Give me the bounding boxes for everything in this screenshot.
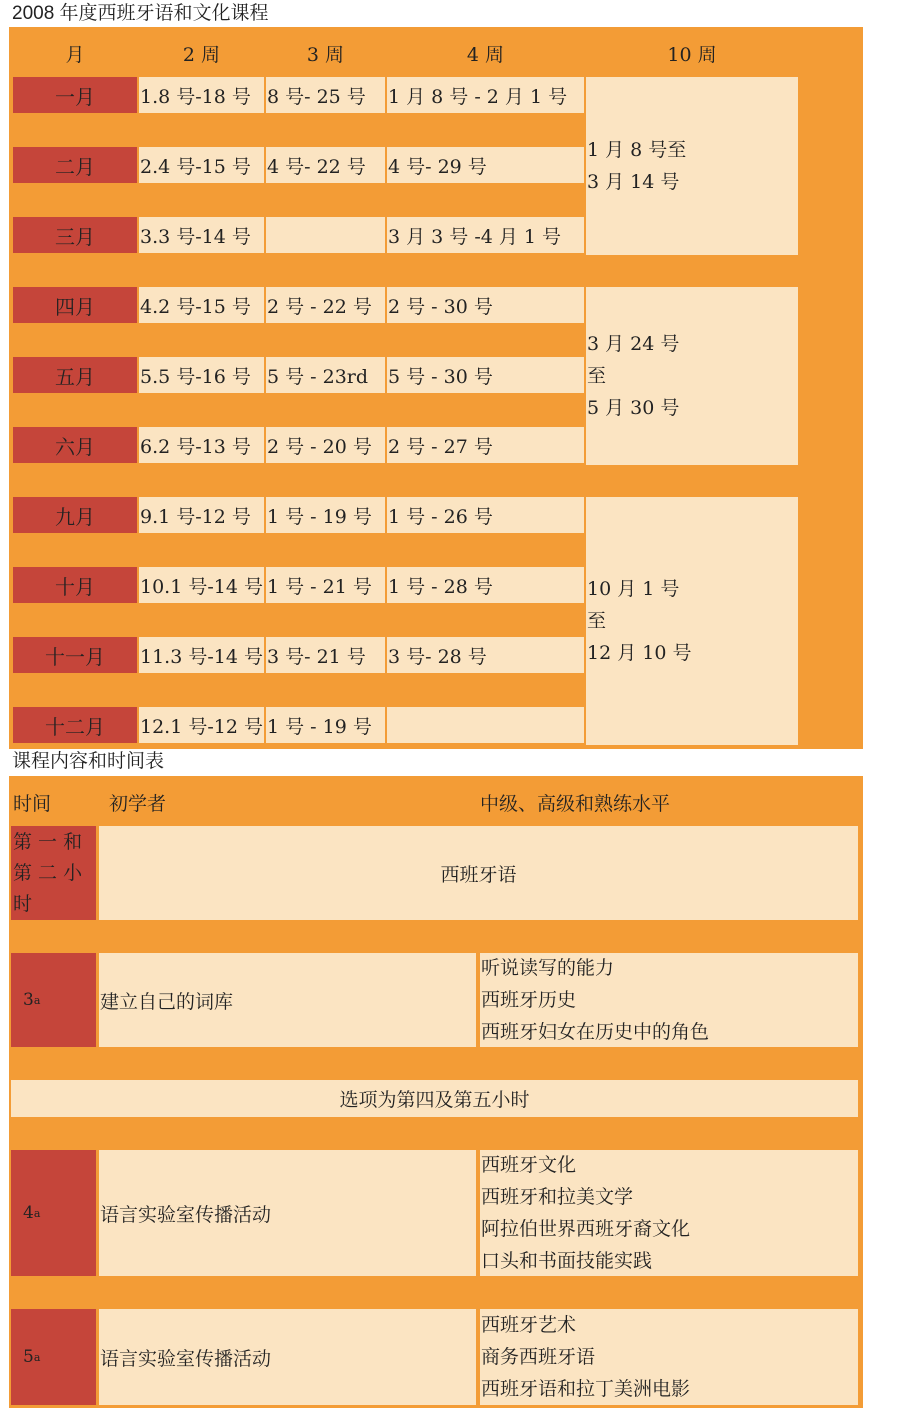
spacer [99, 922, 476, 951]
spacer [11, 1119, 96, 1148]
spacer [13, 115, 137, 145]
spacer [266, 185, 385, 215]
spacer [139, 465, 264, 495]
topic-item: 西班牙文化 [481, 1154, 577, 1176]
spacer [99, 1049, 476, 1078]
three-week-cell: 3 号- 21 号 [266, 637, 385, 673]
spacer [387, 675, 584, 705]
spacer [266, 605, 385, 635]
spacer [13, 185, 137, 215]
spacer [139, 255, 264, 285]
ten-week-line: 10 月 1 号 [587, 578, 680, 600]
month-cell: 五月 [13, 357, 137, 393]
spanish-cell: 西班牙语 [99, 826, 858, 920]
spacer [387, 185, 584, 215]
topic-item: 听说读写的能力 [481, 957, 615, 979]
month-cell: 四月 [13, 287, 137, 323]
ten-week-line: 5 月 30 号 [587, 397, 680, 419]
month-cell: 三月 [13, 217, 137, 253]
spacer [13, 675, 137, 705]
three-week-cell [266, 217, 385, 253]
spacer [11, 922, 96, 951]
four-week-cell: 4 号- 29 号 [387, 147, 584, 183]
two-week-cell: 11.3 号-14 号 [139, 637, 264, 673]
month-cell: 六月 [13, 427, 137, 463]
ten-week-period [586, 77, 798, 255]
spacer [139, 115, 264, 145]
ten-week-line: 12 月 10 号 [587, 642, 692, 664]
hour-3-advanced [480, 953, 858, 1047]
month-cell: 一月 [13, 77, 137, 113]
spacer [387, 255, 584, 285]
hours-label-line: 时 [13, 892, 33, 915]
spacer [266, 255, 385, 285]
month-cell: 十一月 [13, 637, 137, 673]
three-week-cell: 2 号 - 20 号 [266, 427, 385, 463]
hour-number: 5 [23, 1347, 34, 1367]
hour-3-beginner: 建立自己的词库 [99, 953, 476, 1047]
ten-week-line: 3 月 14 号 [587, 171, 680, 193]
topic-item: 口头和书面技能实践 [481, 1250, 653, 1272]
three-week-cell: 1 号 - 21 号 [266, 567, 385, 603]
three-week-cell: 5 号 - 23rd [266, 357, 385, 393]
four-week-cell: 2 号 - 30 号 [387, 287, 584, 323]
topic-item: 西班牙语和拉丁美洲电影 [481, 1378, 691, 1400]
three-week-cell: 1 号 - 19 号 [266, 497, 385, 533]
hour-number: 4 [23, 1203, 34, 1223]
hour-number: 3 [23, 990, 34, 1010]
spacer [266, 395, 385, 425]
topic-item: 阿拉伯世界西班牙裔文化 [481, 1218, 691, 1240]
topic-item: 西班牙历史 [481, 989, 577, 1011]
four-week-cell: 2 号 - 27 号 [387, 427, 584, 463]
two-week-cell: 9.1 号-12 号 [139, 497, 264, 533]
header-2-weeks: 2 周 [139, 31, 264, 75]
four-week-cell: 1 月 8 号 - 2 月 1 号 [387, 77, 584, 113]
spacer [387, 325, 584, 355]
spacer [266, 535, 385, 565]
spacer [480, 1278, 858, 1307]
course-table [9, 776, 863, 1408]
four-week-cell: 3 月 3 号 -4 月 1 号 [387, 217, 584, 253]
spacer [266, 465, 385, 495]
spacer [139, 325, 264, 355]
ten-week-line: 至 [587, 365, 607, 387]
ten-week-line: 3 月 24 号 [587, 333, 680, 355]
header-beginner: 初学者 [99, 780, 476, 824]
four-week-cell: 5 号 - 30 号 [387, 357, 584, 393]
month-cell: 九月 [13, 497, 137, 533]
spacer [139, 395, 264, 425]
spacer [99, 1278, 476, 1307]
ten-week-period [586, 497, 798, 745]
spacer [480, 922, 858, 951]
four-week-cell: 1 号 - 28 号 [387, 567, 584, 603]
hours-1-2-label [11, 826, 96, 920]
page-title: 2008 年度西班牙语和文化课程 [12, 3, 269, 24]
hour-5-advanced [480, 1309, 858, 1405]
hour-5-beginner: 语言实验室传播活动 [99, 1309, 476, 1405]
spacer [13, 605, 137, 635]
spacer [387, 465, 584, 495]
four-week-cell [387, 707, 584, 743]
two-week-cell: 3.3 号-14 号 [139, 217, 264, 253]
course-title: 课程内容和时间表 [12, 751, 165, 772]
three-week-cell: 4 号- 22 号 [266, 147, 385, 183]
two-week-cell: 10.1 号-14 号 [139, 567, 264, 603]
three-week-cell: 8 号- 25 号 [266, 77, 385, 113]
two-week-cell: 1.8 号-18 号 [139, 77, 264, 113]
header-month: 月 [13, 31, 137, 75]
schedule-table [9, 27, 863, 749]
hour-superscript: a [33, 1350, 41, 1364]
month-cell: 十二月 [13, 707, 137, 743]
spacer [139, 675, 264, 705]
two-week-cell: 4.2 号-15 号 [139, 287, 264, 323]
spacer [13, 395, 137, 425]
ten-week-line: 1 月 8 号至 [587, 139, 687, 161]
two-week-cell: 12.1 号-12 号 [139, 707, 264, 743]
four-week-cell: 3 号- 28 号 [387, 637, 584, 673]
two-week-cell: 2.4 号-15 号 [139, 147, 264, 183]
spacer [266, 675, 385, 705]
hour-4-label [11, 1150, 96, 1276]
topic-item: 西班牙妇女在历史中的角色 [481, 1021, 710, 1043]
hour-4-advanced [480, 1150, 858, 1276]
topic-item: 西班牙艺术 [481, 1314, 577, 1336]
header-10-weeks: 10 周 [586, 31, 798, 75]
spacer [387, 535, 584, 565]
three-week-cell: 2 号 - 22 号 [266, 287, 385, 323]
ten-week-line: 至 [587, 610, 607, 632]
header-4-weeks: 4 周 [387, 31, 584, 75]
spacer [266, 325, 385, 355]
spacer [13, 535, 137, 565]
hour-superscript: a [33, 993, 41, 1007]
spacer [11, 1278, 96, 1307]
three-week-cell: 1 号 - 19 号 [266, 707, 385, 743]
header-time: 时间 [11, 780, 96, 824]
spacer [139, 605, 264, 635]
four-week-cell: 1 号 - 26 号 [387, 497, 584, 533]
spacer [13, 465, 137, 495]
two-week-cell: 5.5 号-16 号 [139, 357, 264, 393]
spacer [387, 115, 584, 145]
spacer [139, 535, 264, 565]
spacer [13, 325, 137, 355]
header-advanced: 中级、高级和熟练水平 [480, 780, 858, 824]
hour-3-label [11, 953, 96, 1047]
spacer [387, 395, 584, 425]
spacer [266, 115, 385, 145]
spacer [139, 185, 264, 215]
hours-label-line: 第 一 和 [13, 830, 83, 853]
hour-4-beginner: 语言实验室传播活动 [99, 1150, 476, 1276]
spacer [11, 1049, 96, 1078]
topic-item: 商务西班牙语 [481, 1346, 596, 1368]
month-cell: 二月 [13, 147, 137, 183]
spacer [480, 1119, 858, 1148]
two-week-cell: 6.2 号-13 号 [139, 427, 264, 463]
hours-label-line: 第 二 小 [13, 861, 83, 884]
hour-5-label [11, 1309, 96, 1405]
month-cell: 十月 [13, 567, 137, 603]
spacer [13, 255, 137, 285]
options-note: 选项为第四及第五小时 [11, 1080, 858, 1117]
spacer [387, 605, 584, 635]
ten-week-period [586, 287, 798, 465]
hour-superscript: a [33, 1206, 41, 1220]
header-3-weeks: 3 周 [266, 31, 385, 75]
topic-item: 西班牙和拉美文学 [481, 1186, 634, 1208]
spacer [99, 1119, 476, 1148]
spacer [480, 1049, 858, 1078]
